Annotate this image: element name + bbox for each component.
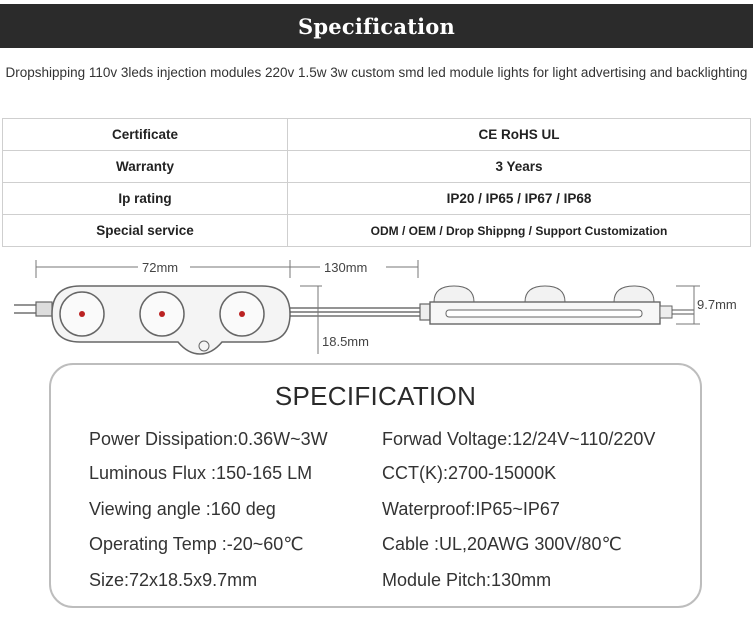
spec-value: IP20 / IP65 / IP67 / IP68 <box>288 183 751 215</box>
width-label: 18.5mm <box>322 334 369 349</box>
spec-item: Power Dissipation:0.36W~3W <box>89 429 328 449</box>
spec-item: Forwad Voltage:12/24V~110/220V <box>382 429 656 449</box>
led-module-diagram <box>0 250 753 362</box>
table-row <box>3 215 751 247</box>
spec-key: Special service <box>3 215 288 247</box>
spec-key: Warranty <box>3 151 288 183</box>
left-wire-icon <box>14 302 52 316</box>
spec-value: 3 Years <box>288 151 751 183</box>
page-title: Specification <box>298 13 455 39</box>
center-wire-icon <box>290 304 430 320</box>
spec-item: Size:72x18.5x9.7mm <box>89 570 258 590</box>
spec-table <box>2 118 751 247</box>
spec-item: Cable :UL,20AWG 300V/80℃ <box>382 534 622 554</box>
pitch-label: 130mm <box>324 260 368 275</box>
length-label: 72mm <box>142 260 179 275</box>
module-side-icon <box>430 286 694 324</box>
spec-value: ODM / OEM / Drop Shippng / Support Customization <box>288 215 751 247</box>
height-label: 9.7mm <box>697 297 737 312</box>
spec-header-bar <box>0 4 753 48</box>
spec-item: Operating Temp :-20~60℃ <box>89 534 304 554</box>
spec-item: Waterproof:IP65~IP67 <box>382 499 560 519</box>
spec-key: Ip rating <box>3 183 288 215</box>
card-title: SPECIFICATION <box>274 381 477 411</box>
spec-value: CE RoHS UL <box>288 119 751 151</box>
spec-item: Module Pitch:130mm <box>382 570 552 590</box>
module-drawing <box>0 250 753 362</box>
specification-card <box>49 363 702 608</box>
module-body-icon <box>52 286 290 354</box>
table-row <box>3 119 751 151</box>
spec-key: Certificate <box>3 119 288 151</box>
product-title: Dropshipping 110v 3leds injection modules 220v 1.5w 3w custom smd led module lights for light advertising and backlighting <box>5 65 748 80</box>
spec-item: Luminous Flux :150-165 LM <box>89 463 313 483</box>
table-row <box>3 183 751 215</box>
table-row <box>3 151 751 183</box>
spec-item: CCT(K):2700-15000K <box>382 463 557 483</box>
spec-item: Viewing angle :160 deg <box>89 499 276 519</box>
